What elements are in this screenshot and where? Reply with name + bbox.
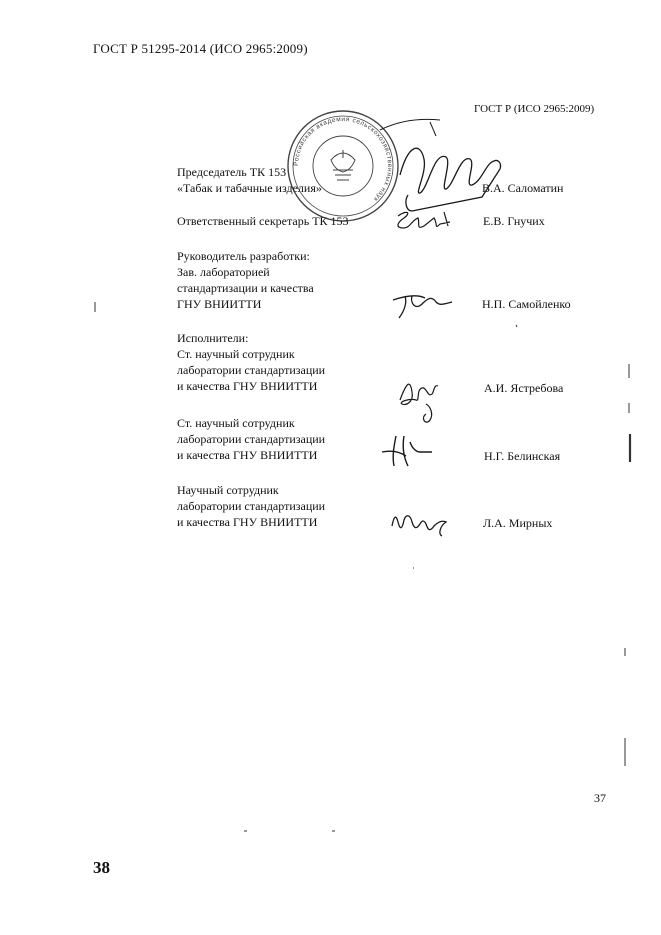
role-line: и качества ГНУ ВНИИТТИ <box>177 379 318 393</box>
role-line: Ст. научный сотрудник <box>177 347 295 361</box>
signatory-name: Л.А. Мирных <box>483 516 553 530</box>
signature-chairman-stroke <box>380 119 440 136</box>
signatory-name: Н.Г. Белинская <box>484 449 561 463</box>
role-line: Ст. научный сотрудник <box>177 416 295 430</box>
inner-page-header: ГОСТ Р (ИСО 2965:2009) <box>474 103 595 115</box>
signature-head-of-development <box>393 296 452 318</box>
signature-senior-researcher <box>382 436 432 466</box>
role-line: лаборатории стандартизации <box>177 432 326 446</box>
role-line: лаборатории стандартизации <box>177 363 326 377</box>
stamp-seal <box>288 111 398 221</box>
signatory-name: В.А. Саломатин <box>482 181 564 195</box>
role-line: «Табак и табачные изделия» <box>177 181 322 195</box>
signature-chairman <box>400 148 501 211</box>
role-line: Научный сотрудник <box>177 483 279 497</box>
role-line: Исполнители: <box>177 331 249 345</box>
role-line: Зав. лабораторией <box>177 265 270 279</box>
signature-researcher <box>392 516 446 536</box>
role-line: и качества ГНУ ВНИИТТИ <box>177 448 318 462</box>
signature-secretary <box>398 212 450 228</box>
inner-page-number: 37 <box>594 791 606 805</box>
role-line: Председатель ТК 153 <box>177 165 287 179</box>
signatory-name: А.И. Ястребова <box>484 381 564 395</box>
role-line: лаборатории стандартизации <box>177 499 326 513</box>
page-number: 38 <box>93 858 110 877</box>
signature-executor <box>400 384 438 422</box>
stamp-outer-text: Российская академия сельскохозяйственных наук <box>292 115 394 204</box>
signatory-name: Н.П. Самойленко <box>482 297 571 311</box>
document-header: ГОСТ Р 51295-2014 (ИСО 2965:2009) <box>93 41 308 56</box>
scan-artifacts <box>95 302 630 831</box>
role-line: ГНУ ВНИИТТИ <box>177 297 262 311</box>
signatory-name: Е.В. Гнучих <box>483 214 545 228</box>
role-line: и качества ГНУ ВНИИТТИ <box>177 515 318 529</box>
role-line: стандартизации и качества <box>177 281 314 295</box>
role-line: Руководитель разработки: <box>177 249 310 263</box>
role-line: Ответственный секретарь ТК 153 <box>177 214 349 228</box>
